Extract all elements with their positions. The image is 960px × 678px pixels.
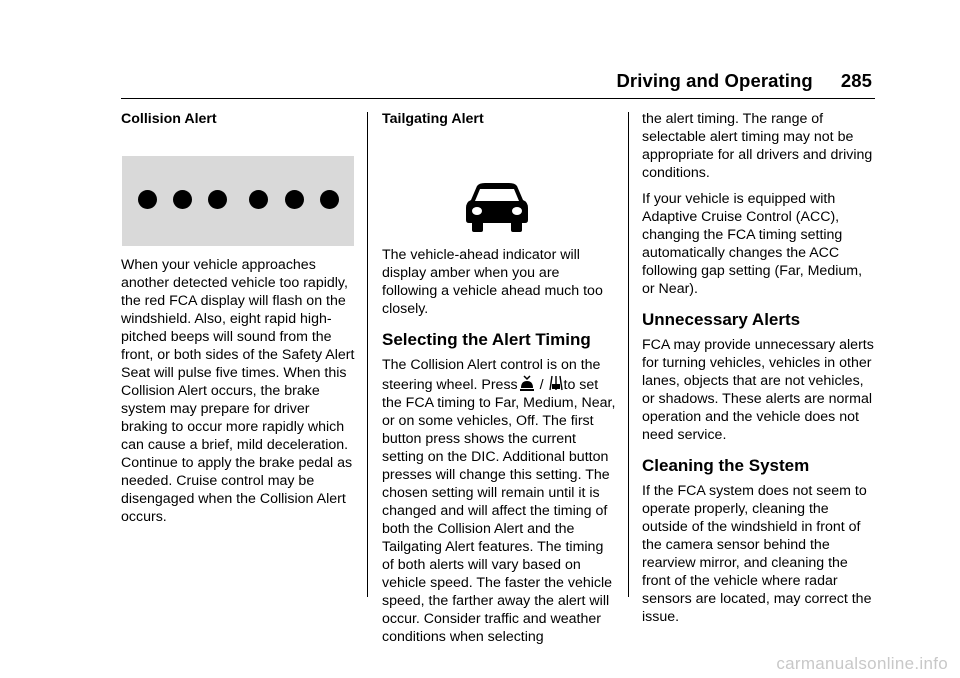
tailgating-alert-heading: Tailgating Alert (382, 111, 484, 127)
fca-dots-display (122, 156, 354, 246)
unnecessary-alerts-paragraph: FCA may provide unnecessary alerts for turning vehicles, vehicles in other lanes, objects that are not vehicles, or shadows. These alerts are normal operation and the vehicle does not need service. (642, 337, 874, 443)
column-3 (642, 110, 878, 634)
vehicle-ahead-icon (465, 182, 529, 232)
fca-dot-icon (173, 190, 192, 209)
collision-alert-timing-icon (519, 374, 535, 392)
acc-paragraph: If your vehicle is equipped with Adaptive Cruise Control (ACC), changing the FCA timing setting automatically changes the ACC following gap setting (Far, Medium, or Near). (642, 191, 863, 297)
header-rule (121, 98, 875, 99)
fca-dot-icon (320, 190, 339, 209)
fca-dot-icon (249, 190, 268, 209)
fca-dot-icon (138, 190, 157, 209)
collision-alert-heading: Collision Alert (121, 111, 217, 127)
selecting-timing-paragraph: The Collision Alert control is on the steering wheel. Press / to set the FCA timing to Far, Medium, Near, or on some vehicles, Off. The first button press shows the current setting on the DIC. Additional button presses will change this setting. The chosen setting will remain until it is changed and will affect the timing of both the Collision Alert and the Tailgating Alert features. The timing of both alerts will vary based on vehicle speed. The faster the vehicle speed, the farther away the alert will occur. Consider traffic and weather conditions when selecting (382, 357, 616, 645)
page-header (616, 70, 872, 92)
watermark: carmanualsonline.info (776, 654, 948, 673)
cleaning-system-paragraph: If the FCA system does not seem to operate properly, cleaning the outside of the windshield in front of the camera sensor behind the rearview mirror, and cleaning the front of the vehicle where radar sensors are located, may correct the issue. (642, 483, 872, 625)
tailgating-paragraph: The vehicle-ahead indicator will display amber when you are following a vehicle ahead much too closely. (382, 247, 603, 317)
unnecessary-alerts-heading: Unnecessary Alerts (642, 310, 801, 329)
fca-dot-icon (285, 190, 304, 209)
column-divider-2 (628, 112, 629, 597)
selecting-timing-heading: Selecting the Alert Timing (382, 330, 591, 349)
collision-alert-paragraph: When your vehicle approaches another detected vehicle too rapidly, the red FCA display will flash on the windshield. Also, eight rapid high-pitched beeps will sound from the front, or both sides of the Safety Alert Seat will pulse five times. When this Collision Alert occurs, the brake system may prepare for driver braking to occur more rapidly which can cause a brief, mild deceleration. Continue to apply the brake pedal as needed. Cruise control may be disengaged when the Collision Alert occurs. (121, 257, 355, 525)
timing-continued-paragraph: the alert timing. The range of selectable alert timing may not be appropriate for all drivers and driving conditions. (642, 111, 873, 181)
cleaning-system-heading: Cleaning the System (642, 456, 810, 475)
column-2 (382, 110, 618, 654)
column-1 (121, 110, 357, 534)
column-divider-1 (367, 112, 368, 597)
page-number: 285 (840, 70, 872, 91)
fca-dot-icon (208, 190, 227, 209)
follow-distance-icon (549, 374, 563, 392)
section-title: Driving and Operating (616, 70, 813, 91)
